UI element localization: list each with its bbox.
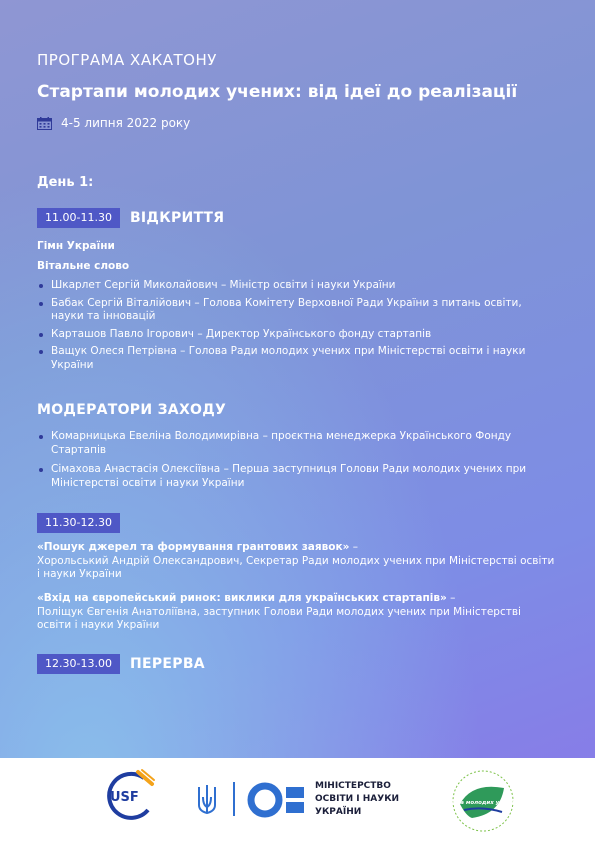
list-item: Ващук Олеся Петрівна – Голова Ради молодих учених при Міністерстві освіти і науки України <box>37 345 557 372</box>
rada-logo <box>442 768 524 834</box>
program-title: Стартапи молодих учених: від ідеї до реалізації <box>37 82 518 102</box>
anthem-line: Гімн України <box>37 240 115 252</box>
talk-dash: – <box>446 592 456 604</box>
section-title: ВІДКРИТТЯ <box>129 210 225 226</box>
moderators-title: МОДЕРАТОРИ ЗАХОДУ <box>37 402 227 418</box>
speaker-list <box>37 279 557 376</box>
ministry-name <box>315 780 399 819</box>
list-item: Шкарлет Сергій Миколайович – Міністр освіти і науки України <box>37 279 557 293</box>
break-head <box>37 654 205 674</box>
program-date <box>37 116 190 130</box>
section-title: ПЕРЕРВА <box>129 656 205 672</box>
talk-dash: – <box>349 541 358 553</box>
program-kicker: ПРОГРАМА ХАКАТОНУ <box>37 51 217 69</box>
session-head <box>37 513 120 533</box>
list-item: Карташов Павло Ігорович – Директор Українського фонду стартапів <box>37 328 557 342</box>
welcome-line: Вітальне слово <box>37 260 130 272</box>
talk-speaker: Хорольський Андрій Олександрович, Секретар Ради молодих учених при Міністерстві освіти і науки України <box>37 554 555 580</box>
day-label: День 1: <box>37 175 94 190</box>
list-item: Комарницька Евеліна Володимирівна – проєктна менеджерка Українського Фонду Стартапів <box>37 430 557 457</box>
logo-divider <box>233 782 235 816</box>
talk-speaker: Поліщук Євгенія Анатоліївна, заступник Голови Ради молодих учених при Міністерстві освіти і науки України <box>37 605 521 631</box>
ministry-line: УКРАЇНИ <box>315 807 362 817</box>
trident-icon <box>196 783 218 817</box>
usf-text: USF <box>110 790 139 805</box>
talk-item <box>37 592 557 633</box>
list-item: Сімахова Анастасія Олексіївна – Перша заступниця Голови Ради молодих учених при Міністерстві освіти і науки України <box>37 463 557 490</box>
ministry-line: МІНІСТЕРСТВО <box>315 781 391 791</box>
talk-title: «Пошук джерел та формування грантових заявок» <box>37 541 350 553</box>
list-item: Бабак Сергій Віталійович – Голова Комітету Верховної Ради України з питань освіти, науки та інновацій <box>37 297 557 324</box>
ministry-logo <box>246 781 306 819</box>
ministry-line: ОСВІТИ І НАУКИ <box>315 794 400 804</box>
calendar-icon <box>37 117 52 130</box>
talk-item <box>37 541 557 582</box>
date-text: 4-5 липня 2022 року <box>61 116 191 130</box>
time-badge: 12.30-13.00 <box>37 654 120 674</box>
usf-logo <box>104 768 156 824</box>
moderator-list <box>37 430 557 494</box>
opening-head <box>37 208 224 228</box>
time-badge: 11.00-11.30 <box>37 208 120 228</box>
talk-title: «Вхід на європейський ринок: виклики для українських стартапів» <box>37 592 447 604</box>
time-badge: 11.30-12.30 <box>37 513 120 533</box>
rada-text: Рада молодих учених <box>448 800 518 806</box>
